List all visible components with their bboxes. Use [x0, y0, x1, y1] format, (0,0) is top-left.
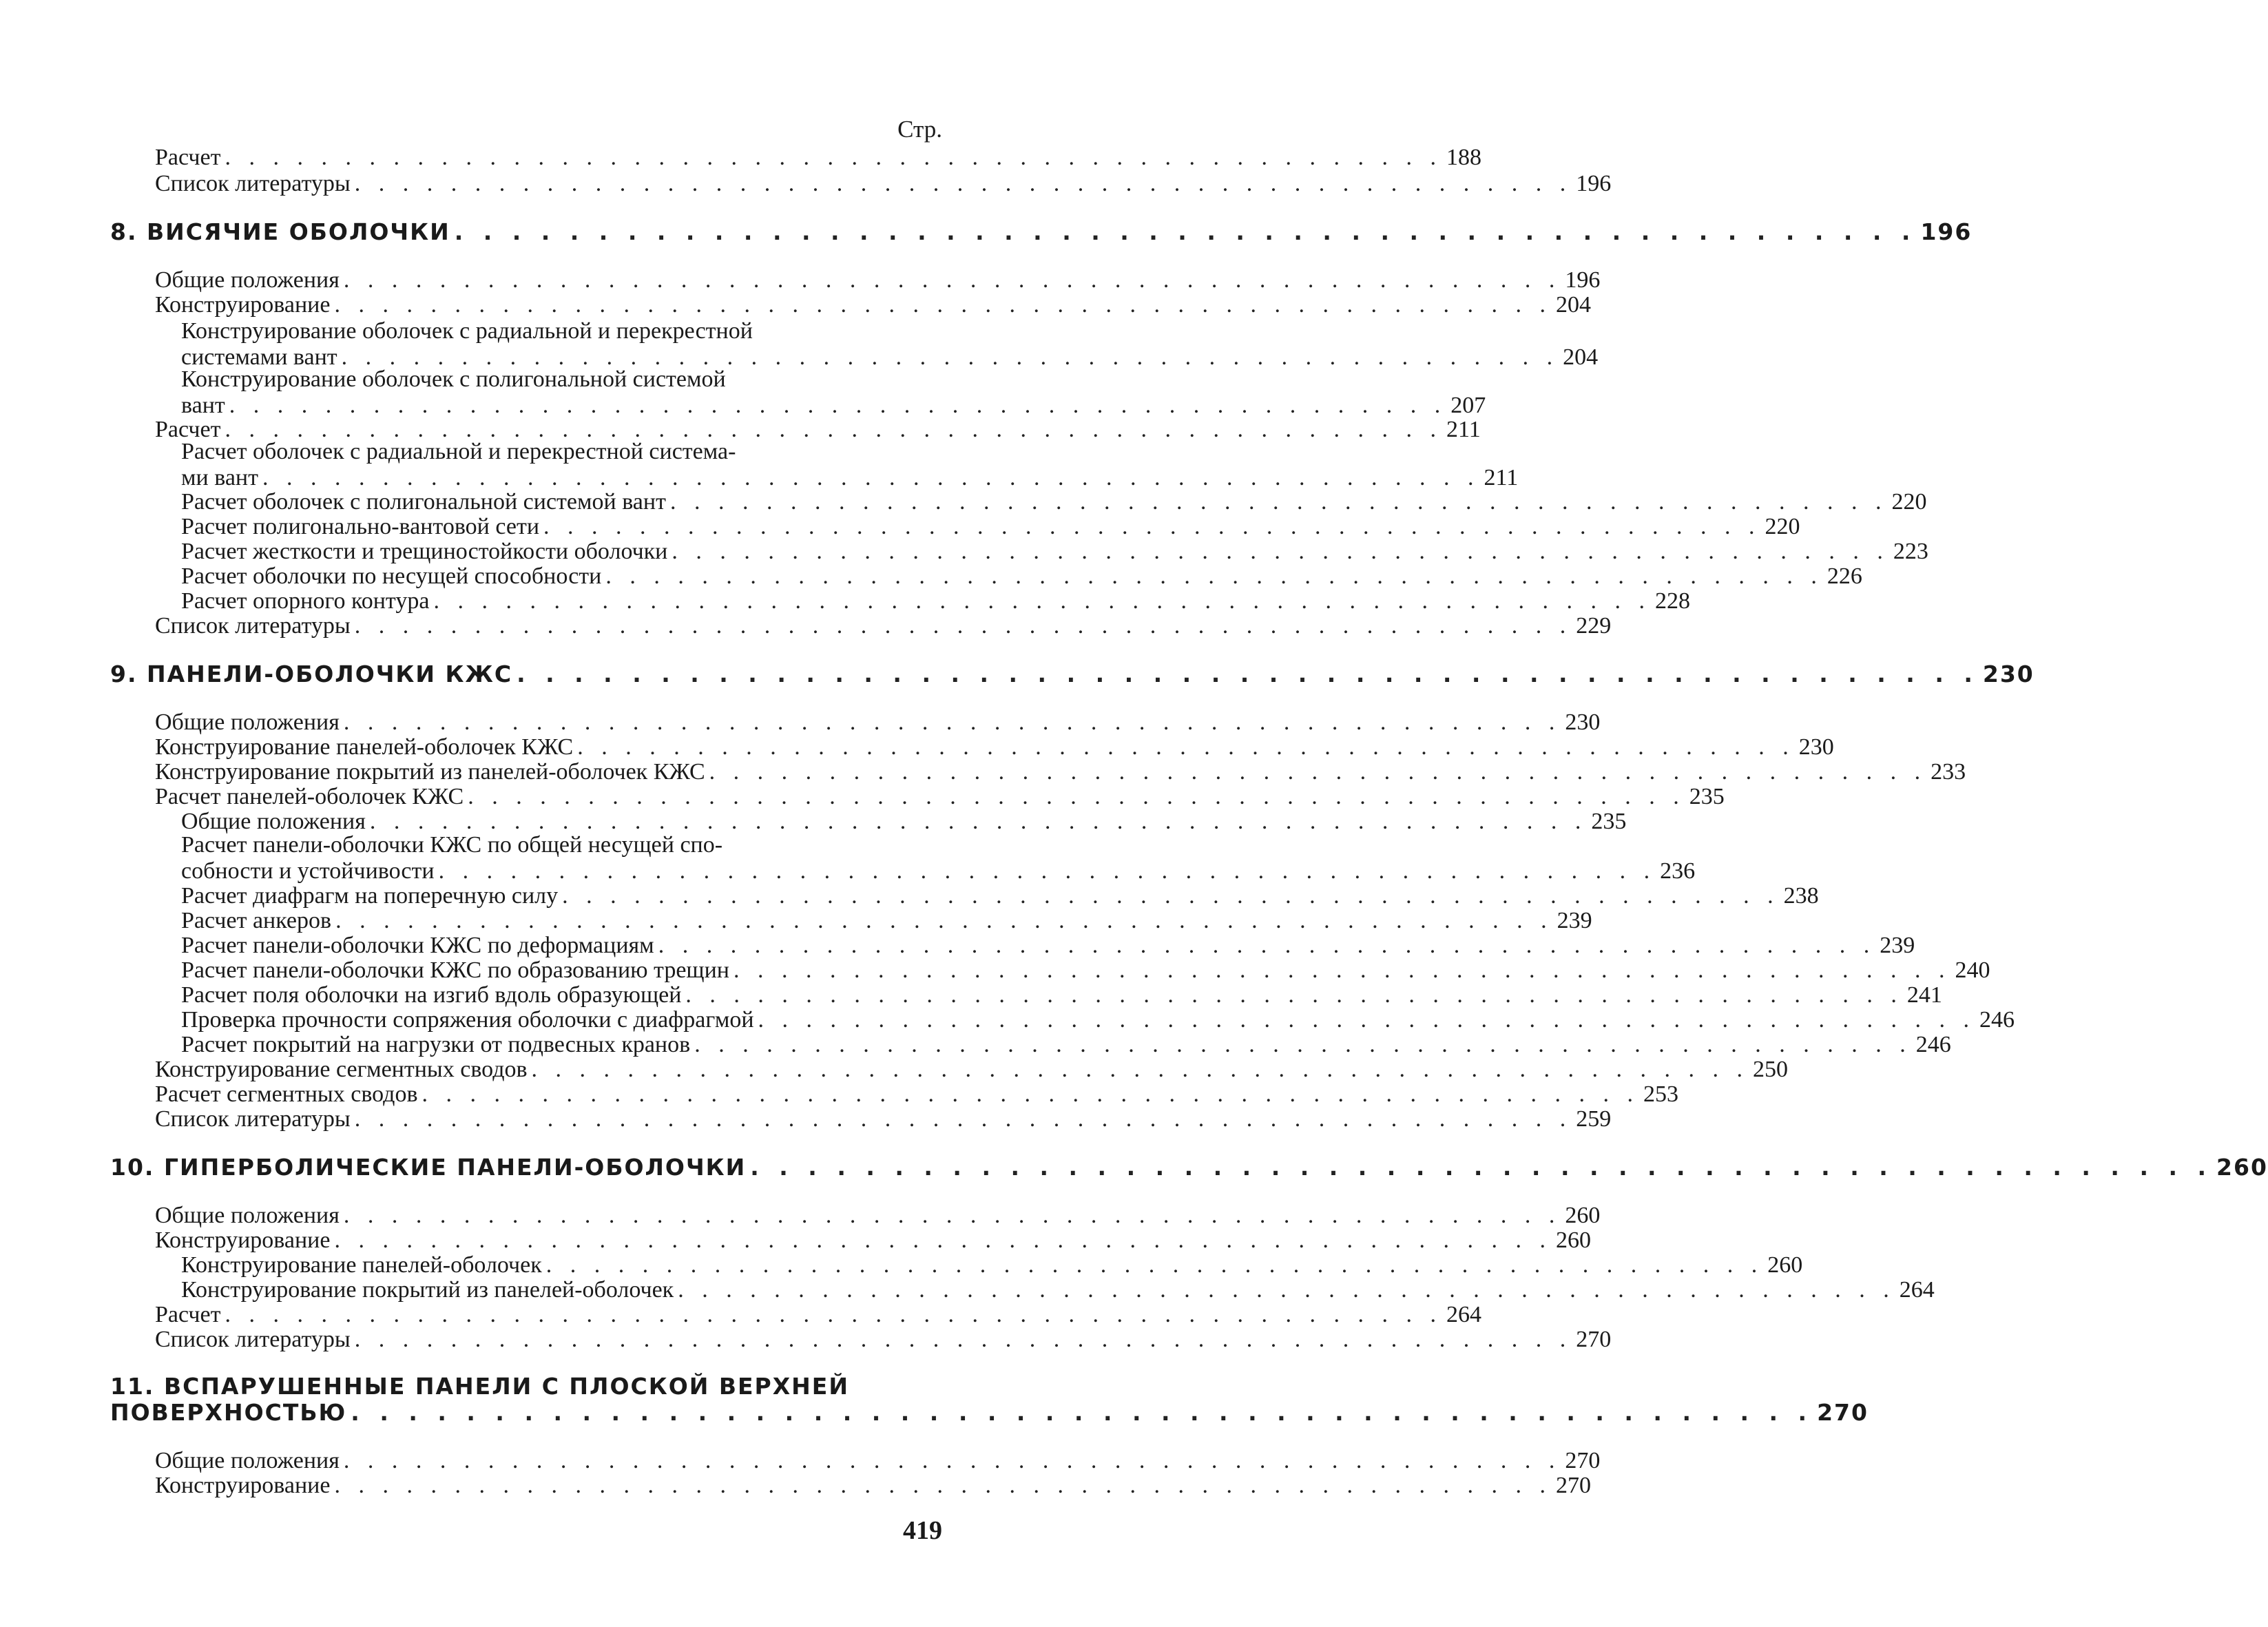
toc-entry [155, 292, 1591, 318]
toc-entry [155, 1203, 1601, 1229]
toc-page-number: 246 [1979, 1007, 2015, 1033]
toc-entry-title: 8. ВИСЯЧИЕ ОБОЛОЧКИ [110, 218, 450, 245]
toc-entry [181, 514, 1800, 540]
toc-page-number: 240 [1955, 957, 1990, 983]
toc-chapter [110, 218, 1973, 245]
toc-entry-title: Конструирование панелей-оболочек [181, 1252, 542, 1278]
toc-page-number: 204 [1555, 292, 1591, 318]
toc-entry-title: системами вант [181, 344, 337, 370]
toc-page-number: 196 [1565, 267, 1601, 293]
dot-leader: . . . . . . . . . . . . . . . . . . . . . . . . . . . . . . . . . . . . . . . . . . . . . . . . . . . [225, 145, 1442, 170]
toc-page-number: 220 [1891, 489, 1927, 515]
toc-page-number: 229 [1576, 613, 1612, 639]
toc-entry [181, 465, 1519, 491]
page-column-label: Стр. [897, 116, 942, 143]
dot-leader: . . . . . . . . . . . . . . . . . . . . . . . . . . . . . . . . . . . . . . . . . . . . . . . . . . . [669, 489, 1888, 515]
toc-entry-title: Конструирование панелей-оболочек КЖС [155, 734, 574, 760]
toc-page-number: 264 [1446, 1302, 1481, 1327]
toc-entry-title: Расчет анкеров [181, 908, 332, 933]
toc-entry [155, 1327, 1612, 1353]
toc-entry-title: Общие положения [155, 1448, 340, 1473]
page-number: 419 [903, 1516, 942, 1545]
dot-leader: . . . . . . . . . . . . . . . . . . . . . . . . . . . . . . . . . . . . . . . . . . . . . . . . . . . [351, 1399, 1813, 1426]
toc-entry [181, 1277, 1935, 1303]
dot-leader: . . . . . . . . . . . . . . . . . . . . . . . . . . . . . . . . . . . . . . . . . . . . . . . . . . . [438, 858, 1656, 884]
dot-leader: . . . . . . . . . . . . . . . . . . . . . . . . . . . . . . . . . . . . . . . . . . . . . . . . . . . [262, 465, 1480, 490]
toc-entry [181, 393, 1486, 419]
dot-leader: . . . . . . . . . . . . . . . . . . . . . . . . . . . . . . . . . . . . . . . . . . . . . . . . . . . [577, 734, 1795, 760]
toc-entry [155, 1057, 1789, 1083]
dot-leader: . . . . . . . . . . . . . . . . . . . . . . . . . . . . . . . . . . . . . . . . . . . . . . . . . . . [354, 1327, 1572, 1352]
toc-entry-title: Расчет оболочек с полигональной системой вант [181, 489, 666, 515]
dot-leader: . . . . . . . . . . . . . . . . . . . . . . . . . . . . . . . . . . . . . . . . . . . . . . . . . . . [468, 784, 1685, 809]
toc-page-number: 241 [1906, 982, 1942, 1008]
dot-leader: . . . . . . . . . . . . . . . . . . . . . . . . . . . . . . . . . . . . . . . . . . . . . . . . . . . [334, 1227, 1552, 1253]
toc-page-number: 230 [1798, 734, 1834, 760]
toc-page-number: 235 [1591, 809, 1627, 834]
toc-entry-title: Общие положения [181, 809, 366, 834]
toc-entry-title: Конструирование [155, 292, 331, 318]
toc-chapter [110, 661, 2035, 687]
toc-entry-title: 9. ПАНЕЛИ-ОБОЛОЧКИ КЖС [110, 661, 513, 687]
toc-entry-title: Расчет оболочки по несущей способности [181, 563, 602, 589]
toc-page-number: 196 [1576, 171, 1612, 196]
toc-entry [155, 1227, 1591, 1254]
toc-entry-title: Список литературы [155, 1106, 351, 1132]
toc-entry-title: 10. ГИПЕРБОЛИЧЕСКИЕ ПАНЕЛИ-ОБОЛОЧКИ [110, 1154, 747, 1181]
toc-entry [155, 734, 1834, 760]
toc-entry-line: Конструирование оболочек с полигональной системой [181, 366, 726, 392]
toc-page-number: 188 [1446, 145, 1481, 170]
toc-entry [155, 1473, 1591, 1499]
dot-leader: . . . . . . . . . . . . . . . . . . . . . . . . . . . . . . . . . . . . . . . . . . . . . . . . . . . [605, 563, 1823, 589]
dot-leader: . . . . . . . . . . . . . . . . . . . . . . . . . . . . . . . . . . . . . . . . . . . . . . . . . . . [685, 982, 1903, 1008]
toc-entry-title: Общие положения [155, 267, 340, 293]
toc-page-number: 196 [1920, 218, 1973, 245]
toc-page-number: 264 [1899, 1277, 1935, 1303]
toc-entry-line: Конструирование оболочек с радиальной и перекрестной [181, 318, 753, 344]
toc-entry-title: Конструирование сегментных сводов [155, 1057, 528, 1082]
toc-page-number: 250 [1753, 1057, 1789, 1082]
toc-entry-title: Список литературы [155, 1327, 351, 1352]
toc-entry-title: ми вант [181, 465, 258, 490]
toc-chapter [110, 1399, 1869, 1426]
toc-entry-title: Проверка прочности сопряжения оболочки с диафрагмой [181, 1007, 754, 1033]
toc-page-number: 270 [1576, 1327, 1612, 1352]
dot-leader: . . . . . . . . . . . . . . . . . . . . . . . . . . . . . . . . . . . . . . . . . . . . . . . . . . . [694, 1032, 1912, 1057]
toc-entry [181, 489, 1927, 515]
toc-entry-title: Конструирование [155, 1473, 331, 1498]
toc-entry-line: 11. ВСПАРУШЕННЫЕ ПАНЕЛИ С ПЛОСКОЙ ВЕРХНЕЙ [110, 1373, 849, 1400]
dot-leader: . . . . . . . . . . . . . . . . . . . . . . . . . . . . . . . . . . . . . . . . . . . . . . . . . . . [354, 171, 1572, 196]
toc-page-number: 230 [1982, 661, 2035, 687]
dot-leader: . . . . . . . . . . . . . . . . . . . . . . . . . . . . . . . . . . . . . . . . . . . . . . . . . . . [354, 1106, 1572, 1132]
toc-page-number: 238 [1783, 883, 1819, 909]
toc-entry-title: Конструирование покрытий из панелей-оболочек КЖС [155, 759, 705, 785]
toc-chapter [110, 1154, 2268, 1181]
toc-entry [181, 982, 1942, 1008]
toc-entry [155, 1106, 1612, 1132]
toc-entry-title: вант [181, 393, 225, 418]
toc-entry [181, 908, 1592, 934]
dot-leader: . . . . . . . . . . . . . . . . . . . . . . . . . . . . . . . . . . . . . . . . . . . . . . . . . . . [543, 514, 1761, 539]
toc-entry-title: Расчет диафрагм на поперечную силу [181, 883, 559, 909]
toc-entry [155, 1081, 1679, 1108]
toc-entry-title: Расчет сегментных сводов [155, 1081, 418, 1107]
toc-page-number: 228 [1654, 588, 1690, 614]
toc-entry [155, 784, 1725, 810]
toc-entry [181, 957, 1990, 984]
toc-entry-title: Список литературы [155, 171, 351, 196]
toc-page-number: 235 [1689, 784, 1725, 809]
toc-page-number: 270 [1555, 1473, 1591, 1498]
toc-entry-title: Расчет полигонально-вантовой сети [181, 514, 540, 539]
toc-entry-title: Общие положения [155, 1203, 340, 1228]
dot-leader: . . . . . . . . . . . . . . . . . . . . . . . . . . . . . . . . . . . . . . . . . . . . . . . . . . . [225, 1302, 1442, 1327]
dot-leader: . . . . . . . . . . . . . . . . . . . . . . . . . . . . . . . . . . . . . . . . . . . . . . . . . . . [225, 417, 1442, 442]
toc-page-number: 226 [1827, 563, 1862, 589]
toc-page-number: 270 [1817, 1399, 1869, 1426]
dot-leader: . . . . . . . . . . . . . . . . . . . . . . . . . . . . . . . . . . . . . . . . . . . . . . . . . . . [369, 809, 1588, 834]
dot-leader: . . . . . . . . . . . . . . . . . . . . . . . . . . . . . . . . . . . . . . . . . . . . . . . . . . . [517, 661, 1979, 687]
toc-page-number: 259 [1576, 1106, 1612, 1132]
toc-page-number: 211 [1446, 417, 1481, 442]
toc-entry [155, 145, 1481, 171]
toc-entry-title: Расчет опорного контура [181, 588, 430, 614]
toc-page-number: 260 [1767, 1252, 1803, 1278]
toc-entry-title: Расчет [155, 1302, 221, 1327]
toc-entry [181, 858, 1696, 884]
toc-entry [181, 1032, 1951, 1058]
toc-entry-title: Расчет панели-оболочки КЖС по образованию трещин [181, 957, 729, 983]
dot-leader: . . . . . . . . . . . . . . . . . . . . . . . . . . . . . . . . . . . . . . . . . . . . . . . . . . . [531, 1057, 1749, 1082]
toc-entry-title: собности и устойчивости [181, 858, 435, 884]
toc-entry [155, 709, 1601, 736]
toc-entry [181, 1252, 1803, 1278]
dot-leader: . . . . . . . . . . . . . . . . . . . . . . . . . . . . . . . . . . . . . . . . . . . . . . . . . . . [334, 292, 1552, 318]
dot-leader: . . . . . . . . . . . . . . . . . . . . . . . . . . . . . . . . . . . . . . . . . . . . . . . . . . . [334, 1473, 1552, 1498]
toc-entry-title: Расчет [155, 417, 221, 442]
toc-entry [155, 1448, 1601, 1474]
toc-page-number: 223 [1893, 539, 1928, 564]
dot-leader: . . . . . . . . . . . . . . . . . . . . . . . . . . . . . . . . . . . . . . . . . . . . . . . . . . . [562, 883, 1780, 909]
dot-leader: . . . . . . . . . . . . . . . . . . . . . . . . . . . . . . . . . . . . . . . . . . . . . . . . . . . [750, 1154, 2213, 1181]
toc-entry-title: Расчет [155, 145, 221, 170]
dot-leader: . . . . . . . . . . . . . . . . . . . . . . . . . . . . . . . . . . . . . . . . . . . . . . . . . . . [343, 1448, 1561, 1473]
toc-entry-title: Расчет панелей-оболочек КЖС [155, 784, 464, 809]
dot-leader: . . . . . . . . . . . . . . . . . . . . . . . . . . . . . . . . . . . . . . . . . . . . . . . . . . . [545, 1252, 1764, 1278]
toc-entry-title: Общие положения [155, 709, 340, 735]
dot-leader: . . . . . . . . . . . . . . . . . . . . . . . . . . . . . . . . . . . . . . . . . . . . . . . . . . . [733, 957, 1951, 983]
dot-leader: . . . . . . . . . . . . . . . . . . . . . . . . . . . . . . . . . . . . . . . . . . . . . . . . . . . [229, 393, 1447, 418]
dot-leader: . . . . . . . . . . . . . . . . . . . . . . . . . . . . . . . . . . . . . . . . . . . . . . . . . . . [343, 1203, 1561, 1228]
toc-entry-title: Расчет панели-оболочки КЖС по деформациям [181, 933, 654, 958]
toc-entry-title: Расчет жесткости и трещиностойкости оболочки [181, 539, 668, 564]
dot-leader: . . . . . . . . . . . . . . . . . . . . . . . . . . . . . . . . . . . . . . . . . . . . . . . . . . . [341, 344, 1559, 370]
toc-page-number: 239 [1880, 933, 1915, 958]
toc-entry [181, 1007, 2015, 1033]
toc-entry [181, 563, 1862, 590]
dot-leader: . . . . . . . . . . . . . . . . . . . . . . . . . . . . . . . . . . . . . . . . . . . . . . . . . . . [454, 218, 1917, 245]
dot-leader: . . . . . . . . . . . . . . . . . . . . . . . . . . . . . . . . . . . . . . . . . . . . . . . . . . . [433, 588, 1651, 614]
toc-entry-title: ПОВЕРХНОСТЬЮ [110, 1399, 347, 1426]
dot-leader: . . . . . . . . . . . . . . . . . . . . . . . . . . . . . . . . . . . . . . . . . . . . . . . . . . . [343, 267, 1561, 293]
toc-page-number: 239 [1557, 908, 1592, 933]
toc-entry [181, 933, 1915, 959]
toc-page-number: 260 [1555, 1227, 1591, 1253]
toc-entry [155, 267, 1601, 293]
toc-entry [181, 588, 1690, 614]
toc-page-number: 260 [1565, 1203, 1601, 1228]
dot-leader: . . . . . . . . . . . . . . . . . . . . . . . . . . . . . . . . . . . . . . . . . . . . . . . . . . . [678, 1277, 1895, 1303]
toc-page-number: 246 [1915, 1032, 1951, 1057]
dot-leader: . . . . . . . . . . . . . . . . . . . . . . . . . . . . . . . . . . . . . . . . . . . . . . . . . . . [343, 709, 1561, 735]
dot-leader: . . . . . . . . . . . . . . . . . . . . . . . . . . . . . . . . . . . . . . . . . . . . . . . . . . . [709, 759, 1927, 785]
toc-entry [155, 1302, 1481, 1328]
dot-leader: . . . . . . . . . . . . . . . . . . . . . . . . . . . . . . . . . . . . . . . . . . . . . . . . . . . [354, 613, 1572, 639]
toc-entry-line: Расчет панели-оболочки КЖС по общей несущей спо- [181, 832, 723, 858]
dot-leader: . . . . . . . . . . . . . . . . . . . . . . . . . . . . . . . . . . . . . . . . . . . . . . . . . . . [672, 539, 1889, 564]
dot-leader: . . . . . . . . . . . . . . . . . . . . . . . . . . . . . . . . . . . . . . . . . . . . . . . . . . . [658, 933, 1876, 958]
toc-entry-title: Расчет покрытий на нагрузки от подвесных кранов [181, 1032, 691, 1057]
dot-leader: . . . . . . . . . . . . . . . . . . . . . . . . . . . . . . . . . . . . . . . . . . . . . . . . . . . [422, 1081, 1640, 1107]
toc-page-number: 211 [1484, 465, 1519, 490]
toc-page-number: 270 [1565, 1448, 1601, 1473]
toc-page-number: 253 [1643, 1081, 1679, 1107]
toc-entry-title: Расчет поля оболочки на изгиб вдоль образующей [181, 982, 682, 1008]
dot-leader: . . . . . . . . . . . . . . . . . . . . . . . . . . . . . . . . . . . . . . . . . . . . . . . . . . . [758, 1007, 1976, 1033]
dot-leader: . . . . . . . . . . . . . . . . . . . . . . . . . . . . . . . . . . . . . . . . . . . . . . . . . . . [335, 908, 1553, 933]
toc-entry [155, 171, 1612, 197]
toc-page-number: 236 [1660, 858, 1696, 884]
toc-entry-line: Расчет оболочек с радиальной и перекрестной система- [181, 439, 736, 464]
toc-entry-title: Конструирование [155, 1227, 331, 1253]
toc-entry [181, 883, 1819, 909]
toc-page-number: 233 [1931, 759, 1966, 785]
toc-entry-title: Список литературы [155, 613, 351, 639]
toc-entry [181, 539, 1928, 565]
toc-page-number: 230 [1565, 709, 1601, 735]
toc-entry [181, 809, 1627, 835]
toc-entry [155, 613, 1612, 639]
toc-page-number: 220 [1765, 514, 1800, 539]
toc-page-number: 260 [2216, 1154, 2268, 1181]
toc-entry-title: Конструирование покрытий из панелей-оболочек [181, 1277, 674, 1303]
toc-page-number: 204 [1563, 344, 1599, 370]
toc-entry [155, 759, 1966, 785]
toc-page-number: 207 [1450, 393, 1486, 418]
